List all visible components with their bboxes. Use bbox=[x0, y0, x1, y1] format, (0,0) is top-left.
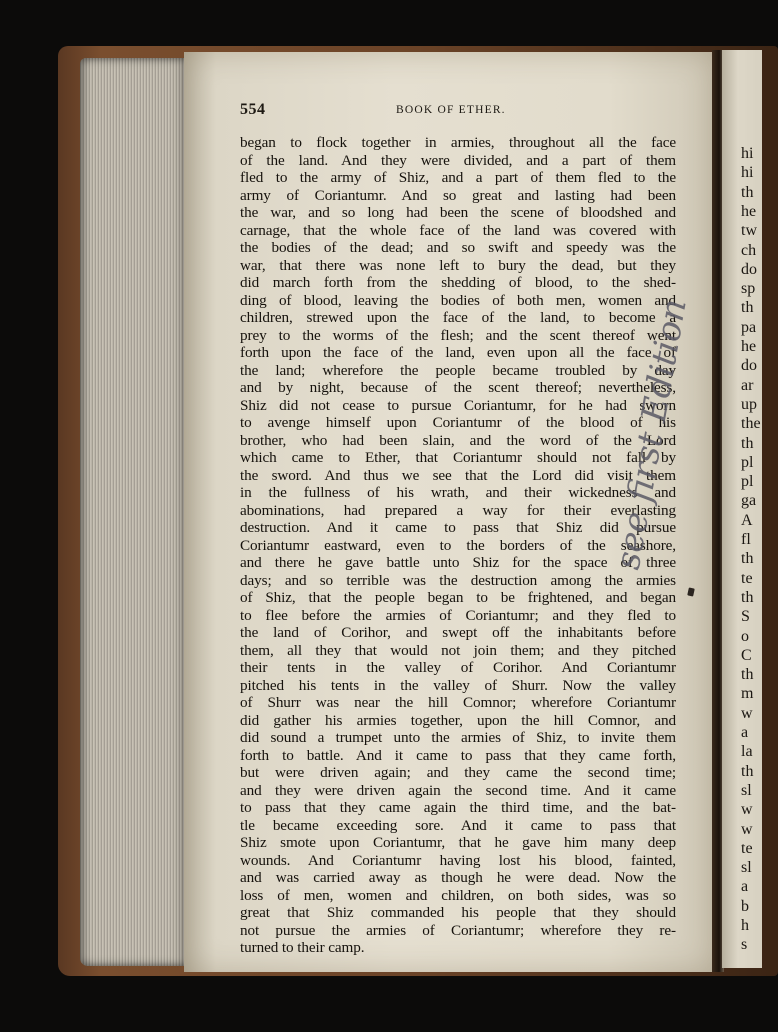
facing-page-fragment: hi bbox=[741, 164, 754, 182]
facing-page-fragment: th bbox=[741, 299, 754, 317]
text-line: pitched his tents in the valley of Shurr. Now the valley bbox=[240, 676, 676, 694]
text-line: forth upon the face of the land, even upon all the face of bbox=[240, 344, 676, 361]
facing-page-fragment: do bbox=[741, 260, 757, 278]
text-line: did gather his armies together, upon the hill Comnor, and bbox=[240, 711, 676, 729]
text-line: and was carried away as though he were dead. Now the bbox=[240, 869, 676, 886]
facing-page-fragment: tw bbox=[741, 222, 757, 240]
text-line: Coriantumr eastward, even to the borders of the seashore, bbox=[240, 536, 676, 554]
text-line: turned to their camp. bbox=[240, 939, 365, 956]
text-line: the bodies of the dead; and so swift and speedy was the bbox=[240, 239, 676, 256]
text-line: in the fullness of his wrath, and their wickedness and bbox=[240, 484, 676, 501]
facing-page-fragment: do bbox=[741, 357, 757, 375]
text-line: wounds. And Coriantumr having lost his blood, fainted, bbox=[240, 851, 676, 869]
text-line: the sword. And thus we see that the Lord did visit them bbox=[240, 466, 676, 484]
text-line: abominations, had prepared a way for their everlasting bbox=[240, 501, 676, 519]
text-line: did march forth from the shedding of blood, to the shed- bbox=[240, 274, 676, 291]
text-line: fled to the army of Shiz, and a part of them fled to the bbox=[240, 169, 676, 186]
facing-page-fragment: ar bbox=[741, 376, 754, 394]
facing-page-fragment: pl bbox=[741, 453, 754, 471]
facing-page-fragment: fl bbox=[741, 531, 751, 548]
facing-page-fragment: th bbox=[741, 588, 754, 606]
text-line: Shiz did not cease to pursue Coriantumr, for he had sworn bbox=[240, 396, 676, 414]
text-line: prey to the worms of the flesh; and the scent thereof went bbox=[240, 326, 676, 344]
facing-page-fragment: w bbox=[741, 704, 753, 722]
text-line: days; and so terrible was the destruction among the armies bbox=[240, 571, 676, 589]
facing-page-fragment: hi bbox=[741, 145, 754, 162]
text-line: of the land. And they were divided, and a part of them bbox=[240, 151, 676, 169]
text-line: Shiz smote upon Coriantumr, that he gave him many deep bbox=[240, 834, 676, 851]
facing-page-fragment: S bbox=[741, 608, 750, 626]
facing-page-fragment: h bbox=[741, 917, 749, 934]
facing-page-fragment: ga bbox=[741, 492, 757, 510]
text-line: and by night, because of the scent thereof; nevertheless, bbox=[240, 379, 676, 396]
text-line: ding of blood, leaving the bodies of both men, women and bbox=[240, 291, 676, 309]
text-line: of Shiz, that the people began to be frightened, and began bbox=[240, 589, 676, 606]
facing-page-fragment: he bbox=[741, 338, 757, 355]
text-line: and there he gave battle unto Shiz for the space of three bbox=[240, 554, 676, 571]
text-line: them, all they that would not join them; and they pitched bbox=[240, 641, 676, 659]
running-head: BOOK OF ETHER. bbox=[396, 104, 506, 116]
facing-page-fragment: sp bbox=[741, 280, 756, 298]
facing-page-fragment: pl bbox=[741, 473, 754, 491]
facing-page-fragment: te bbox=[741, 569, 753, 587]
text-line: the war, and so long had been the scene of bloodshed and bbox=[240, 204, 676, 221]
text-line: their tents in the valley of Corihor. And Coriantumr bbox=[240, 659, 676, 676]
facing-page-fragment: th bbox=[741, 183, 754, 201]
facing-page-fragment: o bbox=[741, 627, 749, 645]
facing-page-fragment: th bbox=[741, 434, 754, 452]
text-line: not pursue the armies of Coriantumr; wherefore they re- bbox=[240, 921, 676, 939]
page-number: 554 bbox=[240, 101, 266, 118]
text-line: tle became exceeding sore. And it came to pass that bbox=[240, 816, 676, 834]
facing-page-fragment: a bbox=[741, 878, 749, 896]
facing-page-fragment: th bbox=[741, 666, 754, 684]
facing-page-fragment: w bbox=[741, 820, 753, 838]
facing-page-fragment: s bbox=[741, 936, 748, 954]
facing-page-fragment: the bbox=[741, 415, 761, 433]
facing-page-fragment: te bbox=[741, 839, 753, 857]
facing-page-fragment: sl bbox=[741, 781, 752, 799]
facing-page-fragment: he bbox=[741, 202, 757, 220]
facing-page-fragment: A bbox=[741, 511, 753, 529]
facing-page-fragment: sl bbox=[741, 859, 752, 877]
text-line: the land; wherefore the people became troubled by day bbox=[240, 361, 676, 379]
page-edges bbox=[80, 58, 188, 966]
text-line: did sound a trumpet unto the armies of Shiz, to invite them bbox=[240, 729, 676, 746]
facing-page-fragment: b bbox=[741, 897, 749, 915]
text-line: destruction. And it came to pass that Shiz did pursue bbox=[240, 519, 676, 536]
facing-page-fragment: up bbox=[741, 395, 757, 413]
handwritten-note-text: see first Edition bbox=[607, 295, 695, 573]
text-line: to pass that they came again the third time, and the bat- bbox=[240, 799, 676, 816]
facing-page-fragment: a bbox=[741, 724, 749, 741]
text-line: war, that there was none left to bury the dead, but they bbox=[240, 256, 676, 274]
text-line: army of Coriantumr. And so great and lasting had been bbox=[240, 186, 676, 204]
facing-page-fragment: la bbox=[741, 743, 753, 761]
facing-page-fragment: pa bbox=[741, 318, 757, 336]
text-line: began to flock together in armies, throughout all the face bbox=[240, 134, 676, 151]
text-line: which came to Ether, that Coriantumr should not fall by bbox=[240, 449, 676, 466]
facing-page-fragment: th bbox=[741, 762, 754, 780]
facing-page-fragment: C bbox=[741, 646, 752, 664]
text-line: great that Shiz commanded his people that they should bbox=[240, 904, 676, 921]
text-line: but were driven again; and they came the second time; bbox=[240, 764, 676, 781]
text-line: to flee before the armies of Coriantumr; and they fled to bbox=[240, 606, 676, 624]
text-line: the land of Corihor, and swept off the inhabitants before bbox=[240, 624, 676, 641]
text-line: loss of men, women and children, on both sides, was so bbox=[240, 886, 676, 904]
facing-page-fragment: ch bbox=[741, 241, 757, 259]
facing-page-fragment: w bbox=[741, 801, 753, 819]
text-line: forth to battle. And it came to pass that they came forth, bbox=[240, 746, 676, 764]
text-line: and they were driven again the second time. And it came bbox=[240, 781, 676, 799]
facing-page-fragment: m bbox=[741, 685, 754, 703]
text-line: brother, who had been slain, and the word of the Lord bbox=[240, 431, 676, 449]
facing-page-fragment: th bbox=[741, 550, 754, 568]
text-line: of Shurr was near the hill Comnor; wherefore Coriantumr bbox=[240, 694, 676, 711]
text-line: carnage, that the whole face of the land was covered with bbox=[240, 221, 676, 239]
page-header bbox=[240, 101, 676, 121]
text-line: children, strewed upon the face of the land, to become a bbox=[240, 309, 676, 326]
text-line: to avenge himself upon Coriantumr of the blood of his bbox=[240, 414, 676, 431]
